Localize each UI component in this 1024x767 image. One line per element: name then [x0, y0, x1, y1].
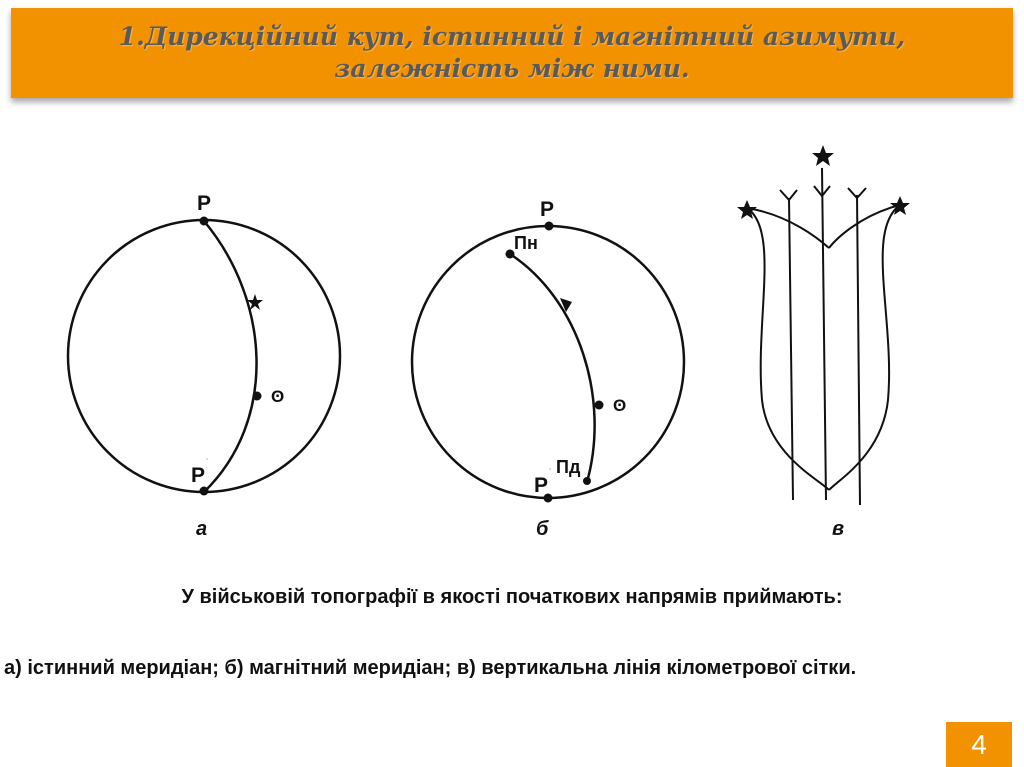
grid-line-1	[789, 198, 793, 500]
diagram-a	[68, 192, 340, 540]
grid-line-3	[857, 195, 860, 505]
magnetic-north-label: Пн	[514, 233, 538, 253]
slide-title-line-1: 1.Дирекційний кут, істинний і магнітний азимути,	[118, 22, 906, 51]
caption-b: б	[536, 518, 549, 540]
pole-north-label-a: P	[197, 192, 212, 215]
star-icon-top	[812, 145, 834, 166]
diagram-b	[412, 198, 684, 540]
caption-v: в	[832, 518, 845, 540]
pole-south-label-a: P	[191, 464, 206, 487]
pole-south-mark-a	[206, 459, 208, 460]
right-meridian-curve	[829, 205, 900, 490]
pole-north-label-b: P	[540, 198, 555, 221]
pole-north-dot-b	[545, 222, 554, 231]
true-meridian-arc	[204, 221, 257, 492]
caption-a: а	[196, 518, 208, 540]
earth-circle-b	[412, 226, 684, 498]
pole-south-mark-b	[549, 469, 551, 470]
page-number-badge: 4	[946, 722, 1012, 767]
directions-list: а) істинний меридіан; б) магнітний меридіан; в) вертикальна лінія кілометрової сітки.	[4, 657, 857, 679]
fork-icon-1	[780, 190, 797, 200]
magnetic-south-dot	[583, 477, 591, 485]
meridian-diagrams	[0, 100, 1024, 550]
intro-text: У військовій топографії в якості початкових напрямів приймають:	[181, 586, 843, 608]
earth-circle-a	[68, 220, 340, 492]
title-banner	[11, 8, 1013, 98]
slide-title-line-2: залежність між ними.	[334, 54, 690, 83]
magnetic-meridian-arc	[510, 254, 595, 482]
pole-north-dot-a	[200, 217, 209, 226]
sun-dot-a	[253, 392, 262, 401]
sun-symbol-a: ʘ	[271, 387, 285, 406]
sun-dot-b	[595, 401, 604, 410]
right-arc-upper	[829, 205, 900, 248]
grid-line-2	[822, 168, 826, 500]
pole-south-dot-a	[200, 487, 209, 496]
pole-south-label-b: P	[534, 474, 549, 497]
magnetic-south-label: Пд	[556, 457, 581, 477]
diagram-v	[747, 168, 900, 505]
sun-symbol-b: ʘ	[613, 396, 627, 415]
left-meridian-curve	[747, 208, 829, 490]
